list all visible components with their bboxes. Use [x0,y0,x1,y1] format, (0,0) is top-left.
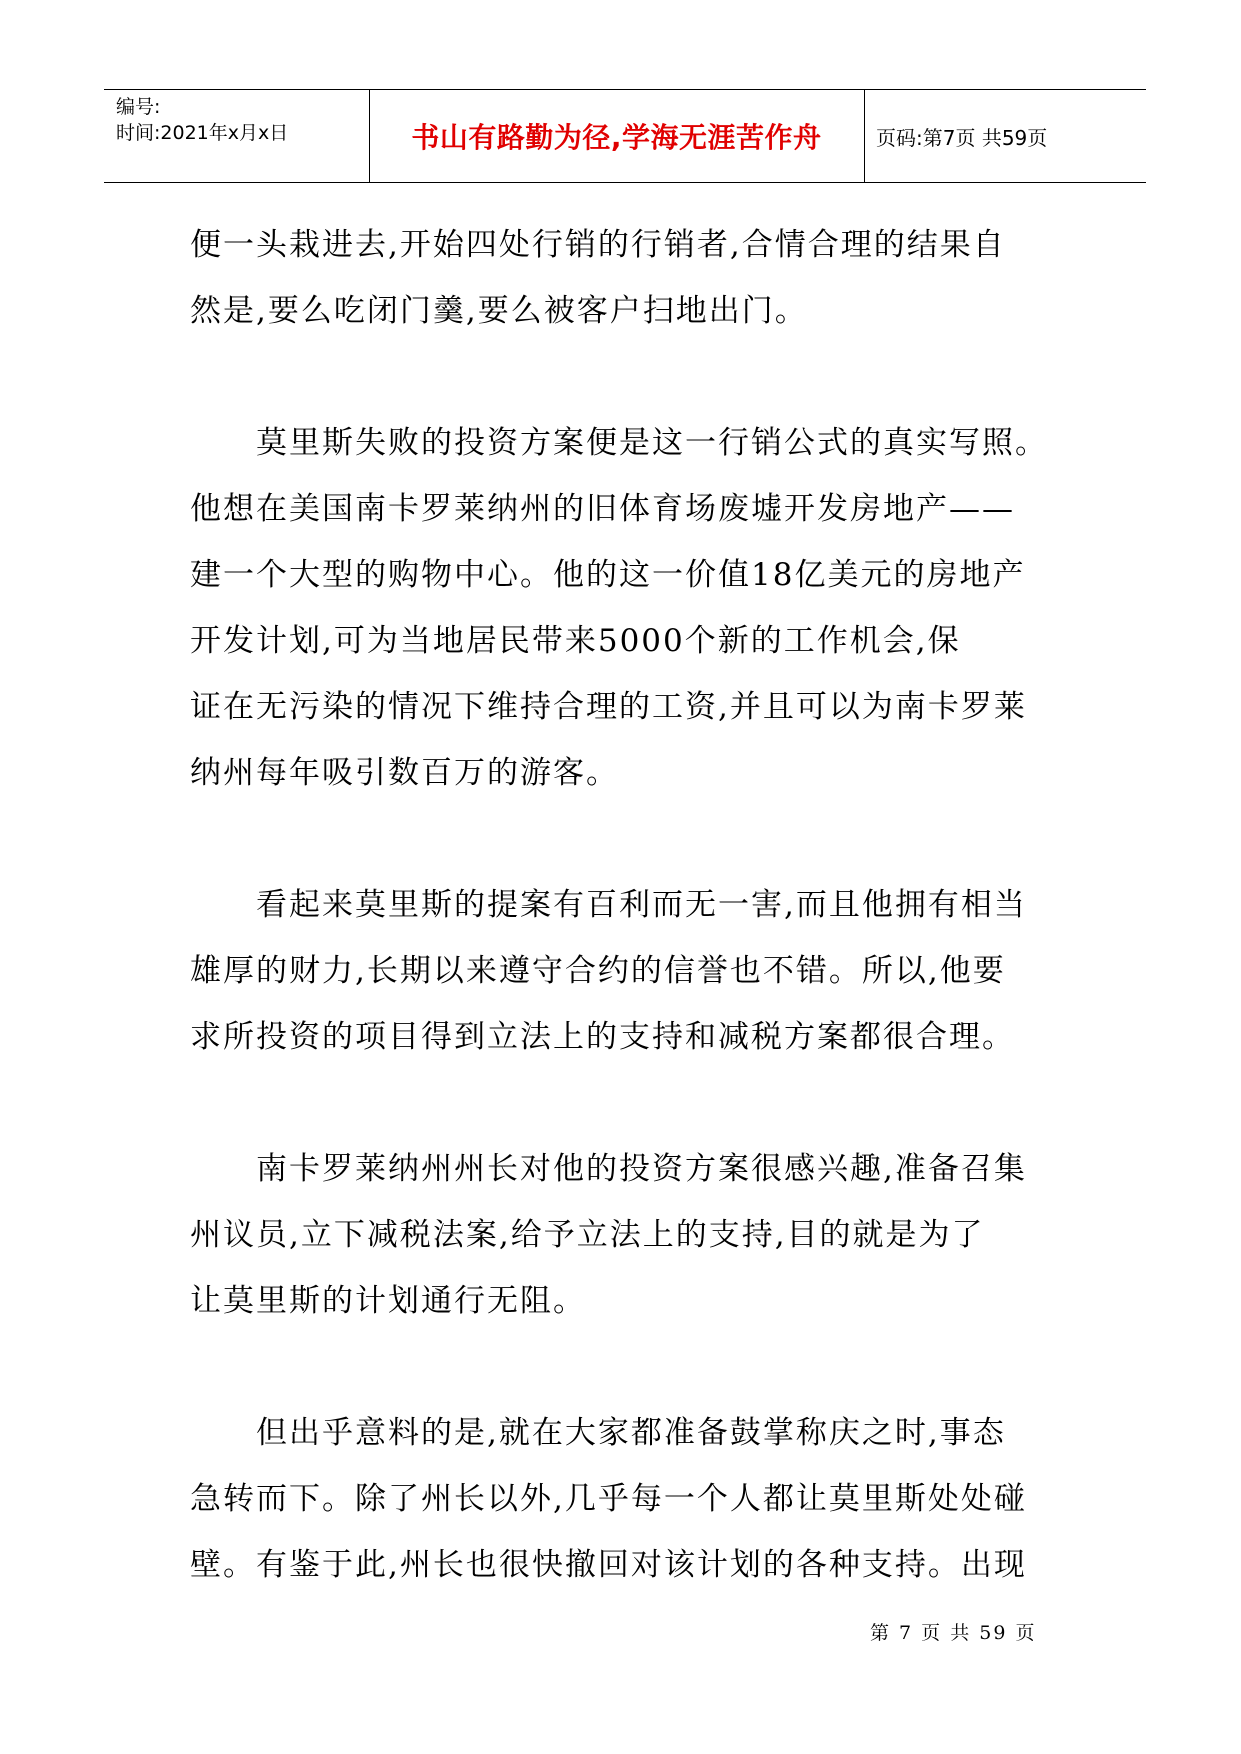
header-motto-cell [369,90,865,182]
text-line: 证在无污染的情况下维持合理的工资,并且可以为南卡罗莱 [190,689,1027,725]
text-line: 他想在美国南卡罗莱纳州的旧体育场废墟开发房地产—— [190,491,1015,527]
text-line: 莫里斯失败的投资方案便是这一行销公式的真实写照。 [256,425,1048,461]
text-line: 便一头栽进去,开始四处行销的行销者,合情合理的结果自 [190,227,1006,263]
text-line: 纳州每年吸引数百万的游客。 [190,755,619,791]
paragraph [190,1136,1065,1334]
text-line: 急转而下。除了州长以外,几乎每一个人都让莫里斯处处碰 [190,1481,1027,1517]
paragraph [190,410,1065,806]
text-line: 建一个大型的购物中心。他的这一价值18亿美元的房地产 [190,557,1026,593]
text-line: 让莫里斯的计划通行无阻。 [190,1283,586,1319]
header-page-info: 页码:第7页 共59页 [876,126,1048,150]
page-footer: 第 7 页 共 59 页 [870,1622,1037,1644]
text-line: 州议员,立下减税法案,给予立法上的支持,目的就是为了 [190,1217,985,1253]
header-motto: 书山有路勤为径,学海无涯苦作舟 [411,121,822,154]
document-number-label: 编号: [116,96,161,118]
paragraph [190,872,1065,1070]
text-line: 看起来莫里斯的提案有百利而无一害,而且他拥有相当 [256,887,1027,923]
paragraph [190,212,1065,344]
text-line: 然是,要么吃闭门羹,要么被客户扫地出门。 [190,293,808,329]
header-page-cell [864,90,1146,182]
text-line: 南卡罗莱纳州州长对他的投资方案很感兴趣,准备召集 [256,1151,1027,1187]
text-line: 求所投资的项目得到立法上的支持和减税方案都很合理。 [190,1019,1015,1055]
text-line: 但出乎意料的是,就在大家都准备鼓掌称庆之时,事态 [256,1415,1006,1451]
text-line: 雄厚的财力,长期以来遵守合约的信誉也不错。所以,他要 [190,953,1006,989]
document-body [190,212,1065,1664]
header-meta-cell [104,90,370,182]
page-header [104,89,1146,183]
paragraph [190,1400,1065,1598]
text-line: 开发计划,可为当地居民带来5000个新的工作机会,保 [190,623,961,659]
text-line: 壁。有鉴于此,州长也很快撤回对该计划的各种支持。出现 [190,1547,1027,1583]
document-time-label: 时间:2021年x月x日 [116,122,289,144]
